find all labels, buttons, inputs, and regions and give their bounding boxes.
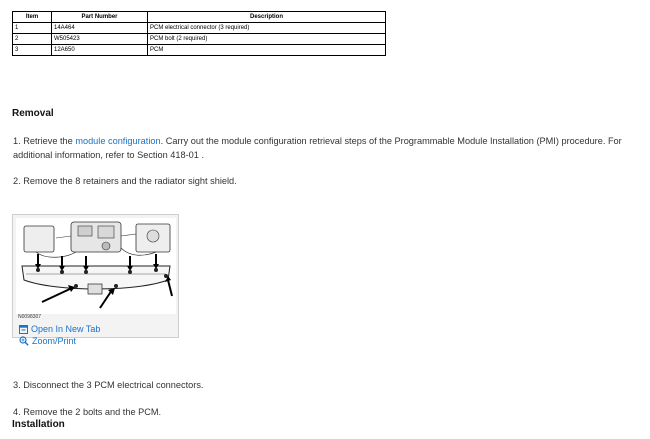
- parts-table: [12, 11, 386, 56]
- table-row: [13, 34, 386, 45]
- step-2: 2. Remove the 8 retainers and the radiator sight shield.: [13, 176, 237, 186]
- table-row: [13, 23, 386, 34]
- cell-description: PCM electrical connector (3 required): [148, 23, 386, 34]
- header-part-number: Part Number: [52, 12, 148, 23]
- cell-part-number: 14A464: [52, 23, 148, 34]
- cell-description: PCM: [148, 45, 386, 56]
- header-description: Description: [148, 12, 386, 23]
- step-4: 4. Remove the 2 bolts and the PCM.: [13, 407, 162, 417]
- step-1: [13, 134, 638, 162]
- zoom-print-label: Zoom/Print: [32, 335, 77, 346]
- step-1-suffix: . Carry out the module configuration retrieval steps of the Programmable Module Installation (PMI) procedure. For additional information, refer to Section 418-01 .: [13, 136, 622, 160]
- parts-table-header-row: [13, 12, 386, 23]
- zoom-print-button[interactable]: [19, 336, 76, 346]
- header-item: Item: [13, 12, 52, 23]
- step-3: 3. Disconnect the 3 PCM electrical connectors.: [13, 380, 204, 390]
- removal-heading: Removal: [12, 108, 54, 119]
- cell-item: 1: [13, 23, 52, 34]
- cell-description: PCM bolt (2 required): [148, 34, 386, 45]
- open-in-new-tab-label: Open In New Tab: [31, 324, 101, 334]
- cell-item: 2: [13, 34, 52, 45]
- cell-part-number: 12A650: [52, 45, 148, 56]
- cell-part-number: W505423: [52, 34, 148, 45]
- installation-heading: Installation: [12, 419, 65, 430]
- open-in-new-tab-icon: [19, 325, 28, 334]
- module-configuration-link[interactable]: module configuration: [75, 136, 161, 146]
- figure-panel: [12, 214, 179, 346]
- open-in-new-tab-button[interactable]: [19, 324, 100, 334]
- step-1-prefix: 1. Retrieve the: [13, 136, 76, 146]
- engine-bay-illustration[interactable]: [16, 218, 176, 314]
- table-row: [13, 45, 386, 56]
- figure-actions: [19, 324, 178, 348]
- figure-id-label: N0098307: [18, 314, 42, 320]
- magnifier-icon: [19, 336, 29, 346]
- cell-item: 3: [13, 45, 52, 56]
